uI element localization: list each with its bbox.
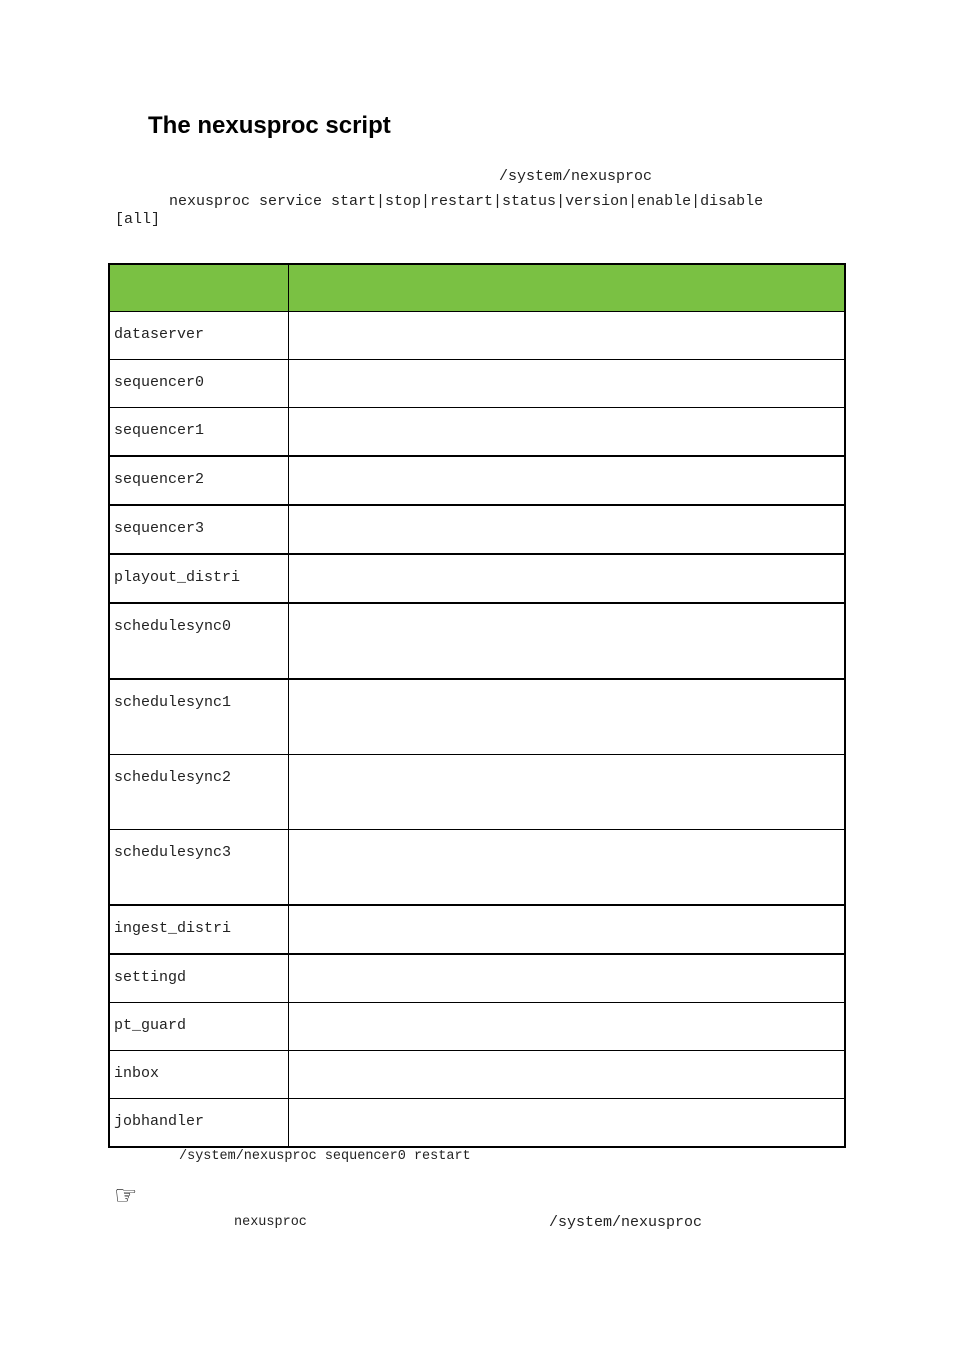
service-name: dataserver <box>109 311 289 359</box>
usage-line-continued: [all] <box>115 211 161 228</box>
service-description <box>289 554 846 603</box>
service-name: sequencer2 <box>109 456 289 505</box>
table-row <box>109 1002 845 1050</box>
table-header-row <box>109 264 845 311</box>
service-name: sequencer0 <box>109 359 289 407</box>
table-row <box>109 456 845 505</box>
services-table <box>108 263 846 1148</box>
service-description <box>289 1050 846 1098</box>
table-row <box>109 954 845 1003</box>
service-description <box>289 359 846 407</box>
table-row <box>109 679 845 755</box>
service-description <box>289 1002 846 1050</box>
service-description <box>289 603 846 679</box>
service-name: schedulesync3 <box>109 829 289 905</box>
usage-line: nexusproc service start|stop|restart|status|version|enable|disable <box>169 193 764 210</box>
service-name: schedulesync1 <box>109 679 289 755</box>
table-row <box>109 359 845 407</box>
table-row <box>109 554 845 603</box>
pointing-hand-icon: ☞ <box>114 1181 138 1211</box>
service-name: sequencer3 <box>109 505 289 554</box>
table-row <box>109 407 845 456</box>
note-script-name: nexusproc <box>234 1215 307 1230</box>
page-title: The nexusproc script <box>148 112 391 139</box>
service-description <box>289 407 846 456</box>
service-description <box>289 754 846 829</box>
service-description <box>289 829 846 905</box>
service-description <box>289 505 846 554</box>
service-name: inbox <box>109 1050 289 1098</box>
service-description <box>289 954 846 1003</box>
service-name: playout_distri <box>109 554 289 603</box>
service-description <box>289 679 846 755</box>
service-description <box>289 1098 846 1147</box>
table-row <box>109 505 845 554</box>
header-cell-service <box>109 264 289 311</box>
table-row <box>109 829 845 905</box>
service-description <box>289 456 846 505</box>
table-row <box>109 311 845 359</box>
service-name: sequencer1 <box>109 407 289 456</box>
header-cell-description <box>289 264 846 311</box>
service-name: pt_guard <box>109 1002 289 1050</box>
script-path: /system/nexusproc <box>499 168 653 185</box>
table-row <box>109 754 845 829</box>
service-name: schedulesync2 <box>109 754 289 829</box>
service-name: settingd <box>109 954 289 1003</box>
note-script-path: /system/nexusproc <box>549 1214 703 1231</box>
service-description <box>289 905 846 954</box>
table-row <box>109 603 845 679</box>
table-row <box>109 1098 845 1147</box>
service-name: ingest_distri <box>109 905 289 954</box>
example-command: /system/nexusproc sequencer0 restart <box>179 1149 471 1164</box>
service-description <box>289 311 846 359</box>
service-name: jobhandler <box>109 1098 289 1147</box>
service-name: schedulesync0 <box>109 603 289 679</box>
table-row <box>109 905 845 954</box>
table-row <box>109 1050 845 1098</box>
